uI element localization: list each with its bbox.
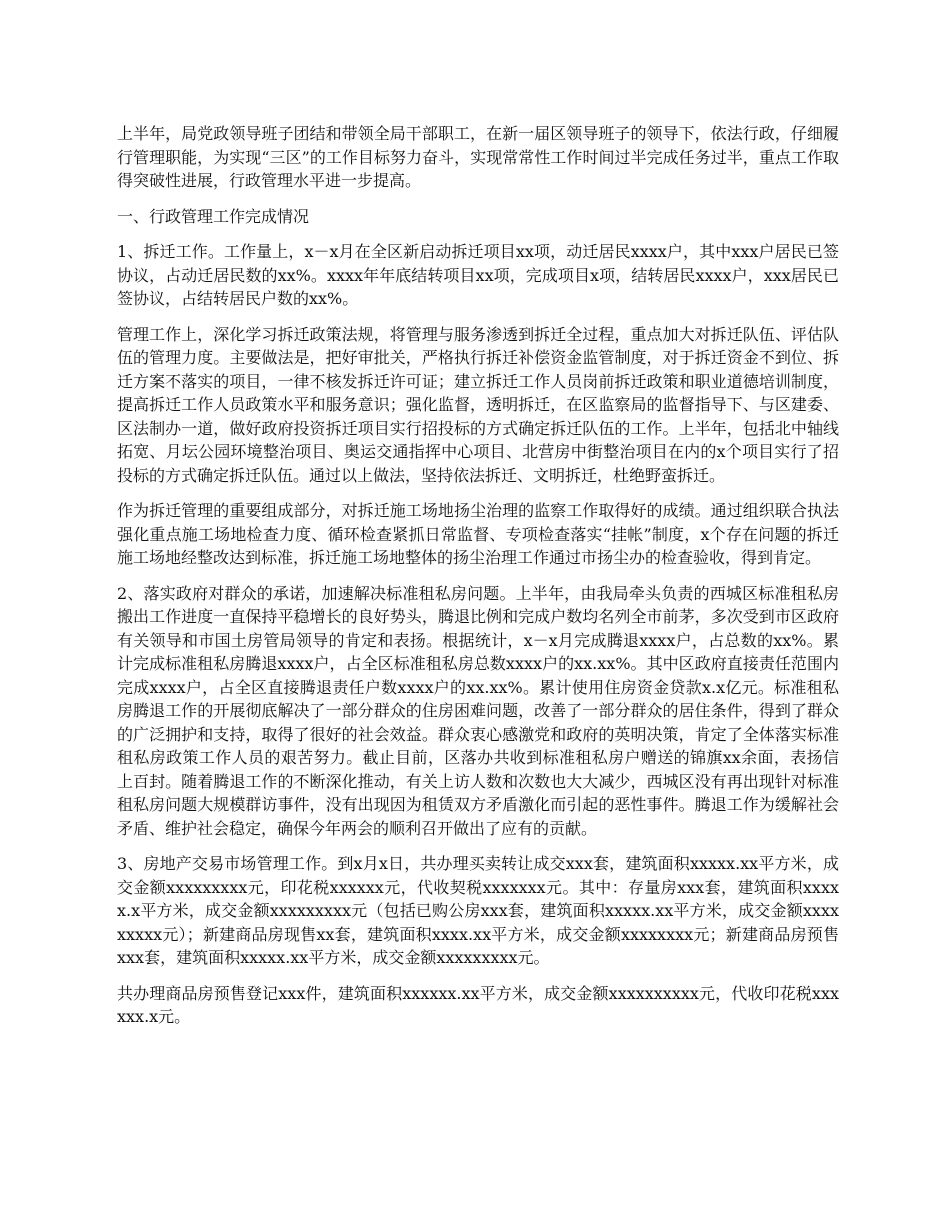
section-heading: 一、行政管理工作完成情况 [117,206,310,226]
real-estate-market-paragraph: 3、房地产交易市场管理工作。到x月x日，共办理买卖转让成交xxx套，建筑面积xxxxx.xx平方米，成交金额xxxxxxxxx元，印花税xxxxxx元，代收契税xxxxxxx元。其中：存量房xxx套，建筑面积xxxxx.x平方米，成交金额xxxxxxxxx元（包括已购公房xxx套，建筑面积xxxxx.xx平方米，成交金额xxxxxxxxx元）；新建商品房现售xx套，建筑面积xxxx.xx平方米，成交金额xxxxxxxx元；新建商品房预售xxx套，建筑面积xxxxx.xx平方米，成交金额xxxxxxxxx元。 [117,854,839,967]
management-paragraph: 管理工作上，深化学习拆迁政策法规，将管理与服务渗透到拆迁全过程，重点加大对拆迁队伍、评估队伍的管理力度。主要做法是，把好审批关，严格执行拆迁补偿资金监管制度，对于拆迁资金不到位、拆迁方案不落实的项目，一律不核发拆迁许可证；建立拆迁工作人员岗前拆迁政策和职业道德培训制度，提高拆迁工作人员政策水平和服务意识；强化监督，透明拆迁，在区监察局的监督指导下、与区建委、区法制办一道，做好政府投资拆迁项目实行招投标的方式确定拆迁队伍的工作。上半年，包括北中轴线拓宽、月坛公园环境整治项目、奥运交通指挥中心项目、北营房中街整治项目在内的x个项目实行了招投标的方式确定拆迁队伍。通过以上做法，坚持依法拆迁、文明拆迁，杜绝野蛮拆迁。 [117,324,839,485]
intro-paragraph: 上半年，局党政领导班子团结和带领全局干部职工，在新一届区领导班子的领导下，依法行政，仔细履行管理职能，为实现“三区”的工作目标努力奋斗，实现常常性工作时间过半完成任务过半，重点工作取得突破性进展，行政管理水平进一步提高。 [117,124,839,190]
dust-control-paragraph: 作为拆迁管理的重要组成部分，对拆迁施工场地扬尘治理的监察工作取得好的成绩。通过组织联合执法强化重点施工场地检查力度、循环检查紧抓日常监督、专项检查落实“挂帐”制度，x个存在问题的拆迁施工场地经整改达到标准，拆迁施工场地整体的扬尘治理工作通过市扬尘办的检查验收，得到肯定。 [117,501,839,567]
private-housing-paragraph: 2、落实政府对群众的承诺，加速解决标准租私房问题。上半年，由我局牵头负责的西城区标准租私房搬出工作进度一直保持平稳增长的良好势头，腾退比例和完成户数均名列全市前茅，多次受到市区政府有关领导和市国土房管局领导的肯定和表扬。根据统计，x－x月完成腾退xxxx户，占总数的xx%。累计完成标准租私房腾退xxxx户，占全区标准租私房总数xxxx户的xx.xx%。其中区政府直接责任范围内完成xxxx户，占全区直接腾退责任户数xxxx户的xx.xx%。累计使用住房资金贷款x.x亿元。标准租私房腾退工作的开展彻底解决了一部分群众的住房困难问题，改善了一部分群众的居住条件，得到了群众的广泛拥护和支持，取得了很好的社会效益。群众衷心感激党和政府的英明决策，肯定了全体落实标准租私房政策工作人员的艰苦努力。截止目前，区落办共收到标准租私房户赠送的锦旗xx余面，表扬信上百封。随着腾退工作的不断深化推动，有关上访人数和次数也大大减少，西城区没有再出现针对标准租私房问题大规模群访事件，没有出现因为租赁双方矛盾激化而引起的恶性事件。腾退工作为缓解社会矛盾、维护社会稳定，确保今年两会的顺利召开做出了应有的贡献。 [117,583,839,838]
demolition-work-paragraph: 1、拆迁工作。工作量上，x－x月在全区新启动拆迁项目xx项，动迁居民xxxx户，其中xxx户居民已签协议，占动迁居民数的xx%。xxxx年年底结转项目xx项，完成项目x项，结转居民xxxx户，xxx居民已签协议，占结转居民户数的xx%。 [117,242,839,308]
document-body [117,122,839,1041]
presale-registration-paragraph: 共办理商品房预售登记xxx件，建筑面积xxxxxx.xx平方米，成交金额xxxxxxxxxx元，代收印花税xxxxxx.x元。 [117,983,839,1026]
